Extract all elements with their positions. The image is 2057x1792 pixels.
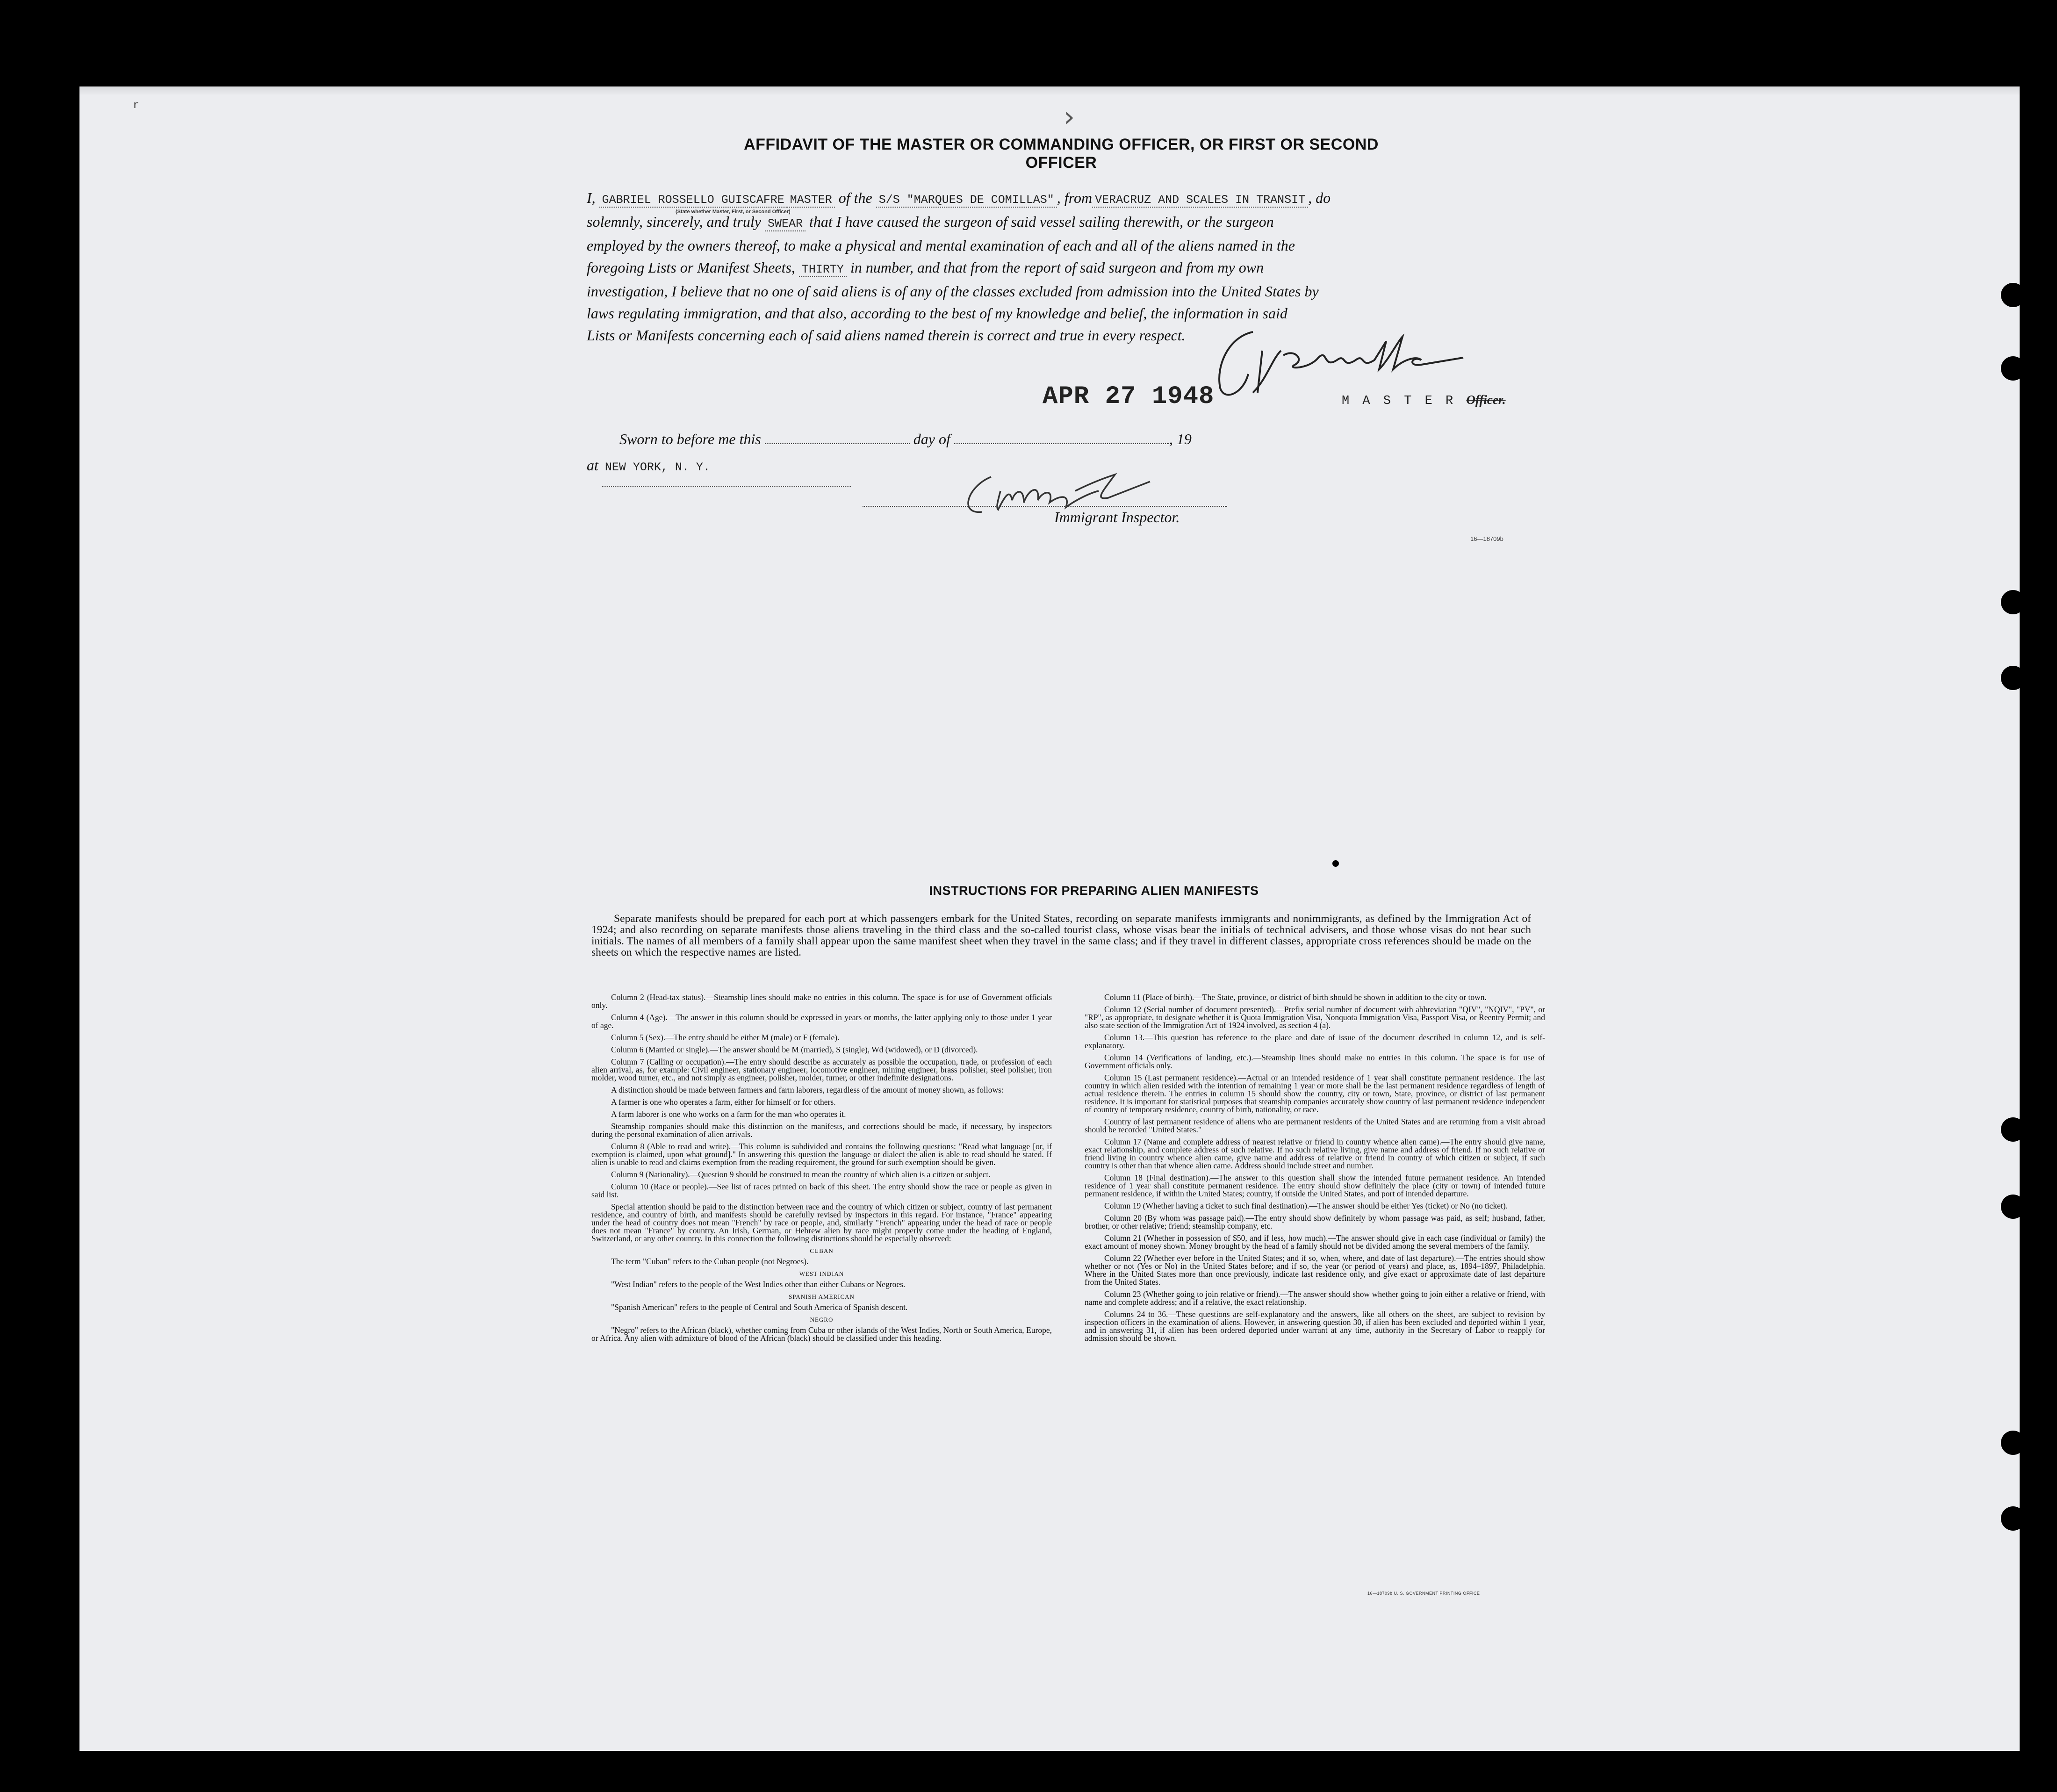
- corner-mark: ›: [1064, 101, 1075, 133]
- instruction-paragraph: Column 20 (By whom was passage paid).—The entry should show definitely by whom passage was paid, as self; husband, father, brother, or other relative; friend; steamship company, etc.: [1085, 1213, 1545, 1231]
- punch-hole: [2001, 1506, 2025, 1531]
- text: , 19: [1169, 431, 1192, 447]
- date-stamp: APR 27 1948: [1043, 382, 1215, 411]
- instructions-title: INSTRUCTIONS FOR PREPARING ALIEN MANIFESTS: [929, 884, 1259, 898]
- paper-edge: [79, 86, 2020, 96]
- text: foregoing Lists or Manifest Sheets,: [587, 259, 795, 276]
- text: day of: [913, 431, 950, 447]
- rank-field: MASTER: [787, 193, 835, 208]
- instruction-paragraph: Column 9 (Nationality).—Question 9 should be construed to mean the country of which alien is a citizen or subject.: [611, 1170, 991, 1179]
- race-paragraph: "West Indian" refers to the people of the West Indies other than either Cubans or Negroes.: [611, 1280, 906, 1289]
- affidavit-line: laws regulating immigration, and that also, according to the best of my knowledge and belief, the information in said: [587, 305, 1287, 322]
- instructions-right-column: [1085, 993, 1545, 1342]
- oath-field: SWEAR: [765, 217, 806, 231]
- instruction-paragraph: Column 22 (Whether ever before in the United States; and if so, when, where, and date of last departure).—The entries should show whether or not (Yes or No) in the United States before; and if so, the year (or period of years) and place, as, 1894–1897, Philadelphia. Where in the United States more than once previously, indicate last residence only, and give exact or approximate date of last departure from the United States.: [1085, 1253, 1545, 1287]
- affidavit-title: AFFIDAVIT OF THE MASTER OR COMMANDING OFFICER, OR FIRST OR SECOND OFFICER: [744, 136, 1379, 172]
- instruction-paragraph: Column 14 (Verifications of landing, etc.).—Steamship lines should make no entries in this column. The space is for use of Government officials only.: [1085, 1053, 1545, 1070]
- instruction-paragraph: Columns 24 to 36.—These questions are self-explanatory and the answers, like all others on the sheet, are subject to revision by inspection officers in the examination of aliens. However, in answering question 30, if alien has been excluded and deported within 1 year, and in answering 31, if alien has been ordered deported under warrant at any time, authority in the Secretary of Labor to reapply for admission should be shown.: [1085, 1310, 1545, 1343]
- text: that I have caused the surgeon of said vessel sailing therewith, or the surgeon: [809, 213, 1274, 230]
- instruction-paragraph: Column 11 (Place of birth).—The State, province, or district of birth should be shown in addition to the city or town.: [1104, 993, 1487, 1002]
- instruction-paragraph: Column 8 (Able to read and write).—This column is subdivided and contains the following questions: "Read what language [or, if exemption is claimed, upon what ground]." In answering this question the language or dialect the alien is able to read should be stated. If alien is unable to read and claims exemption from the reading requirement, the ground for such exemption should be given.: [591, 1142, 1052, 1167]
- day-blank: [765, 431, 910, 444]
- officer-struck: Officer.: [1466, 393, 1506, 407]
- place-field: NEW YORK, N. Y.: [602, 449, 851, 487]
- instructions-left-column: [591, 993, 1052, 1342]
- text: I,: [587, 189, 596, 206]
- affidavit-line: [587, 187, 1559, 211]
- instruction-paragraph: A farm laborer is one who works on a farm for the man who operates it.: [611, 1109, 846, 1119]
- punch-hole: [2001, 666, 2025, 690]
- punch-hole: [2001, 590, 2025, 614]
- month-blank: [954, 431, 1169, 444]
- inspector-label: Immigrant Inspector.: [1054, 509, 1180, 525]
- corner-mark: ᵣ: [133, 91, 138, 113]
- instruction-paragraph: Column 4 (Age).—The answer in this column should be expressed in years or months, the latter applying only to those under 1 year of age.: [591, 1013, 1052, 1030]
- instruction-paragraph: Column 5 (Sex).—The entry should be either M (male) or F (female).: [611, 1033, 840, 1042]
- instruction-paragraph: Column 18 (Final destination).—The answer to this question shall show the intended future permanent residence. An intended residence of 1 year shall constitute permanent residence. The entry should show definitely the place (city or town) of intended future permanent residence, if within the United States; country, if outside the United States, and port of intended departure.: [1085, 1173, 1545, 1198]
- affidavit-line: [587, 211, 1559, 235]
- inspector-signature-line: [863, 506, 1227, 507]
- punch-hole: [1332, 860, 1339, 867]
- text: solemnly, sincerely, and truly: [587, 213, 761, 230]
- instruction-paragraph: Country of last permanent residence of aliens who are permanent residents of the United States and are returning from a visit abroad should be recorded "United States.": [1085, 1117, 1545, 1134]
- race-heading: WEST INDIAN: [799, 1270, 844, 1277]
- sheets-field: THIRTY: [799, 263, 847, 277]
- printing-office-footer: 16—18709b U. S. GOVERNMENT PRINTING OFFICE: [1367, 1591, 1480, 1596]
- punch-hole: [2001, 283, 2025, 307]
- instruction-paragraph: Steamship companies should make this distinction on the manifests, and corrections should be made, if necessary, by inspectors during the personal examination of alien arrivals.: [591, 1122, 1052, 1139]
- instruction-paragraph: Column 6 (Married or single).—The answer should be M (married), S (single), Wd (widowed), or D (divorced).: [611, 1045, 978, 1054]
- instruction-paragraph: Column 23 (Whether going to join relative or friend).—The answer should show whether going to join either a relative or friend, with name and complete address; and if a relative, the exact relationship.: [1085, 1289, 1545, 1307]
- race-heading: CUBAN: [810, 1247, 834, 1254]
- instruction-paragraph: Column 12 (Serial number of document presented).—Prefix serial number of document with abbreviation "QIV", "NQIV", "PV", or "RP", as appropriate, to designate whether it is Quota Immigration Visa, Nonquota Immigration Visa, Passport Visa, or Reentry Permit; and also state section of the Immigration Act of 1924 involved, as section 4 (a).: [1085, 1005, 1545, 1030]
- instruction-paragraph: A farmer is one who operates a farm, either for himself or for others.: [611, 1097, 836, 1107]
- punch-hole: [2001, 1117, 2025, 1142]
- master-name-field: GABRIEL ROSSELLO GUISCAFRE: [599, 193, 787, 208]
- instructions-intro: Separate manifests should be prepared for each port at which passengers embark for the United States, recording on separate manifests immigrants and nonimmigrants, as defined by the Immigration Act of 1924; and also recording on separate manifests those aliens traveling in the third class and the so-called tourist class, whose visas bear the initials of technical advisers, and those whose visas do not bear such initials. The names of all members of a family shall appear upon the same manifest sheet when they travel in the same class; and if they travel in different classes, appropriate cross references should be made on the sheets on which the respective names are listed.: [591, 913, 1531, 958]
- officer-rank: M A S T E R: [1342, 394, 1456, 408]
- officer-title: [1342, 393, 1506, 408]
- text: , from: [1057, 189, 1093, 206]
- from-port-field: VERACRUZ AND SCALES IN TRANSIT: [1092, 193, 1308, 208]
- instruction-paragraph: Column 2 (Head-tax status).—Steamship lines should make no entries in this column. The space is for use of Government officials only.: [591, 993, 1052, 1010]
- instruction-paragraph: Column 10 (Race or people).—See list of races printed on back of this sheet. The entry should show the race or people as given in said list.: [591, 1182, 1052, 1199]
- instruction-paragraph: Column 15 (Last permanent residence).—Actual or an intended residence of 1 year shall constitute permanent residence. The last country in which alien resided with the intention of remaining 1 year or more shall be the last permanent residence regardless of length of actual residence therein. The entries in column 15 should show the country, city or town, State, province, or district of last permanent residence. It is important for statistical purposes that steamship companies accurately show country of last permanent residence independent of country of temporary residence, country of birth, nationality, or race.: [1085, 1073, 1545, 1114]
- instruction-paragraph: Column 17 (Name and complete address of nearest relative or friend in country whence alien came).—The entry should give name, exact relationship, and complete address of such relative. If no such relative living, give name and address of friend. If no such relative or friend living in country whence alien came, give name and address of relative or friend in country of which citizen or subject, if such country is other than that whence alien came. Address should include street and number.: [1085, 1137, 1545, 1170]
- text: at: [587, 457, 598, 474]
- race-heading: SPANISH AMERICAN: [789, 1293, 855, 1300]
- race-paragraph: "Spanish American" refers to the people of Central and South America of Spanish descent.: [611, 1303, 908, 1312]
- instruction-paragraph: Column 13.—This question has reference to the place and date of issue of the document described in column 12, and is self-explanatory.: [1085, 1033, 1545, 1050]
- affidavit-line: [587, 257, 1559, 281]
- vessel-field: S/S "MARQUES DE COMILLAS": [876, 193, 1057, 208]
- instruction-paragraph: Column 19 (Whether having a ticket to such final destination).—The answer should be either Yes (ticket) or No (no ticket).: [1104, 1201, 1508, 1210]
- affidavit-line: investigation, I believe that no one of said aliens is of any of the classes excluded from admission into the United States by: [587, 283, 1319, 300]
- instruction-paragraph: Column 21 (Whether in possession of $50, and if less, how much).—The answer should give in each case (individual or family) the exact amount of money shown. Money brought by the head of a family should not be divided among the several members of the family.: [1085, 1233, 1545, 1251]
- affidavit-line: Lists or Manifests concerning each of said aliens named therein is correct and true in every respect.: [587, 327, 1186, 344]
- punch-hole: [2001, 1195, 2025, 1219]
- punch-hole: [2001, 356, 2025, 381]
- text: Sworn to before me this: [619, 431, 761, 447]
- text: , do: [1308, 189, 1331, 206]
- instruction-paragraph: Special attention should be paid to the distinction between race and the country of which citizen or subject, country of last permanent residence, and country of birth, and manifests should be carefully revised by inspectors in this regard. For instance, "France" appearing under the head of country does not mean "French" by race or people, and, similarly "French" appearing under the head of race or people does not mean "France" by country. An Irish, German, or Hebrew alien by race might properly come under the heading of England, Switzerland, or any other country. In this connection the following distinctions should be especially observed:: [591, 1202, 1052, 1243]
- race-heading: NEGRO: [810, 1316, 834, 1323]
- rank-note: (State whether Master, First, or Second Officer): [676, 209, 791, 215]
- instruction-paragraph: A distinction should be made between farmers and farm laborers, regardless of the amount of money shown, as follows:: [611, 1085, 1004, 1094]
- text: in number, and that from the report of said surgeon and from my own: [850, 259, 1264, 276]
- affidavit-line: employed by the owners thereof, to make a physical and mental examination of each and all of the aliens named in the: [587, 237, 1295, 254]
- text: of the: [838, 189, 872, 206]
- punch-hole: [2001, 1431, 2025, 1455]
- instruction-paragraph: Column 7 (Calling or occupation).—The entry should describe as accurately as possible the occupation, trade, or profession of each alien arrival, as, for example: Civil engineer, stationary engineer, locomotive engineer, mining engineer, brass polisher, steel polisher, iron molder, wood turner, etc., and not simply as engineer, polisher, molder, turner, or other indefinite designations.: [591, 1057, 1052, 1082]
- form-number: 16—18709b: [1470, 535, 1503, 542]
- race-paragraph: "Negro" refers to the African (black), whether coming from Cuba or other islands of the West Indies, North or South America, Europe, or Africa. Any alien with admixture of blood of the African (black) should be classified under this heading.: [591, 1325, 1052, 1343]
- race-paragraph: The term "Cuban" refers to the Cuban people (not Negroes).: [611, 1257, 809, 1266]
